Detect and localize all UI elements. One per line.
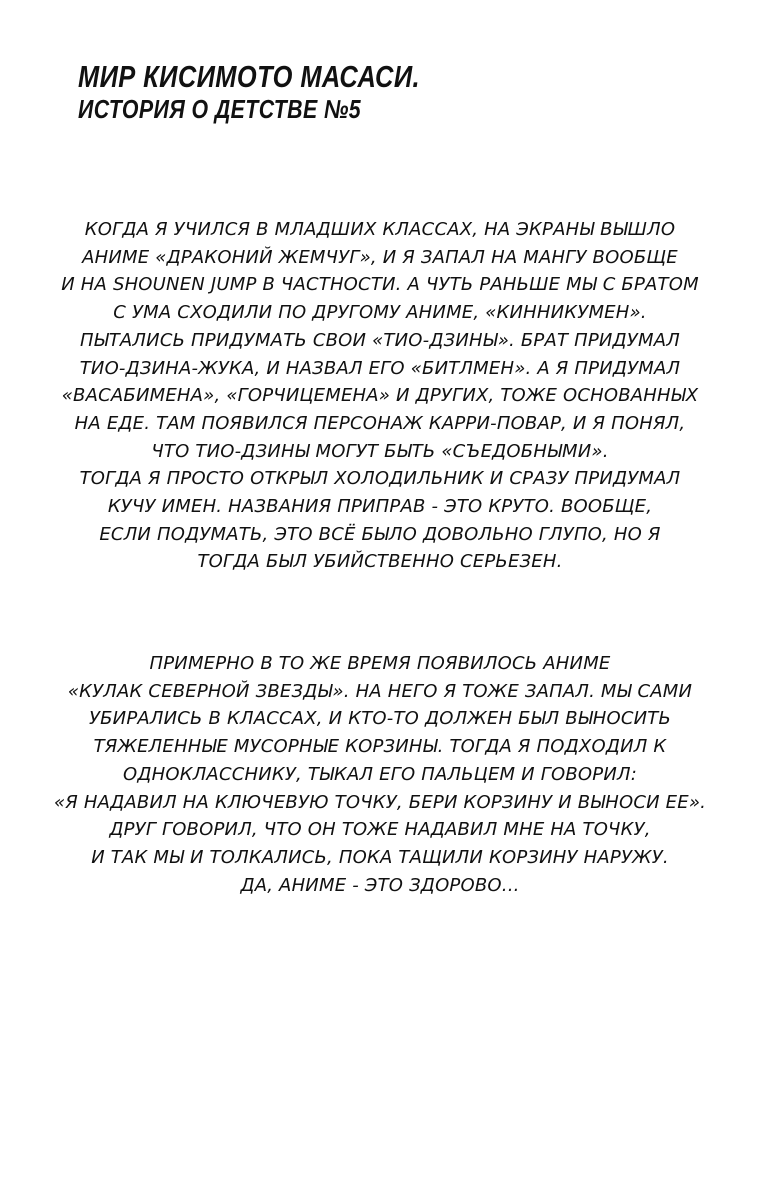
text-line: КУЧУ ИМЕН. НАЗВАНИЯ ПРИПРАВ - ЭТО КРУТО. ВООБЩЕ, xyxy=(107,496,653,518)
text-line: ТОГДА Я ПРОСТО ОТКРЫЛ ХОЛОДИЛЬНИК И СРАЗУ ПРИДУМАЛ xyxy=(79,468,681,490)
text-line: С УМА СХОДИЛИ ПО ДРУГОМУ АНИМЕ, «КИННИКУМЕН». xyxy=(113,302,647,324)
text-line: «КУЛАК СЕВЕРНОЙ ЗВЕЗДЫ». НА НЕГО Я ТОЖЕ ЗАПАЛ. МЫ САМИ xyxy=(67,680,693,702)
paragraph-childhood-dragon-ball xyxy=(0,216,760,576)
page-title xyxy=(78,60,420,124)
text-line: «Я НАДАВИЛ НА КЛЮЧЕВУЮ ТОЧКУ, БЕРИ КОРЗИНУ И ВЫНОСИ ЕЕ». xyxy=(53,791,707,813)
title-subtitle: ИСТОРИЯ О ДЕТСТВЕ №5 xyxy=(78,94,362,124)
text-line: ПЫТАЛИСЬ ПРИДУМАТЬ СВОИ «ТИО-ДЗИНЫ». БРАТ ПРИДУМАЛ xyxy=(80,329,680,351)
text-line: «ВАСАБИМЕНА», «ГОРЧИЦЕМЕНА» И ДРУГИХ, ТОЖЕ ОСНОВАННЫХ xyxy=(61,385,699,407)
paragraph-fist-of-north-star xyxy=(0,650,760,899)
text-line: ДРУГ ГОВОРИЛ, ЧТО ОН ТОЖЕ НАДАВИЛ МНЕ НА ТОЧКУ, xyxy=(109,819,651,841)
text-line: ЧТО ТИО-ДЗИНЫ МОГУТ БЫТЬ «СЪЕДОБНЫМИ». xyxy=(151,440,609,462)
text-line: ОДНОКЛАССНИКУ, ТЫКАЛ ЕГО ПАЛЬЦЕМ И ГОВОРИЛ: xyxy=(122,763,637,785)
text-line: ТОГДА БЫЛ УБИЙСТВЕННО СЕРЬЕЗЕН. xyxy=(197,551,563,573)
text-line: ЕСЛИ ПОДУМАТЬ, ЭТО ВСЁ БЫЛО ДОВОЛЬНО ГЛУПО, НО Я xyxy=(99,523,661,545)
text-line: ТИО-ДЗИНА-ЖУКА, И НАЗВАЛ ЕГО «БИТЛМЕН». А Я ПРИДУМАЛ xyxy=(79,357,681,379)
text-line: УБИРАЛИСЬ В КЛАССАХ, И КТО-ТО ДОЛЖЕН БЫЛ ВЫНОСИТЬ xyxy=(88,708,672,730)
text-line: И ТАК МЫ И ТОЛКАЛИСЬ, ПОКА ТАЩИЛИ КОРЗИНУ НАРУЖУ. xyxy=(91,846,669,868)
title-main: МИР КИСИМОТО МАСАСИ. xyxy=(78,59,420,94)
text-line: АНИМЕ «ДРАКОНИЙ ЖЕМЧУГ», И Я ЗАПАЛ НА МАНГУ ВООБЩЕ xyxy=(82,246,678,268)
text-line: КОГДА Я УЧИЛСЯ В МЛАДШИХ КЛАССАХ, НА ЭКРАНЫ ВЫШЛО xyxy=(84,219,676,240)
text-line: ПРИМЕРНО В ТО ЖЕ ВРЕМЯ ПОЯВИЛОСЬ АНИМЕ xyxy=(149,653,611,674)
text-line: ТЯЖЕЛЕННЫЕ МУСОРНЫЕ КОРЗИНЫ. ТОГДА Я ПОДХОДИЛ К xyxy=(93,736,667,758)
text-line: ДА, АНИМЕ - ЭТО ЗДОРОВО... xyxy=(240,874,520,896)
text-line: И НА SHOUNEN JUMP В ЧАСТНОСТИ. А ЧУТЬ РАНЬШЕ МЫ С БРАТОМ xyxy=(61,274,699,296)
text-line: НА ЕДЕ. ТАМ ПОЯВИЛСЯ ПЕРСОНАЖ КАРРИ-ПОВАР, И Я ПОНЯЛ, xyxy=(74,412,686,434)
